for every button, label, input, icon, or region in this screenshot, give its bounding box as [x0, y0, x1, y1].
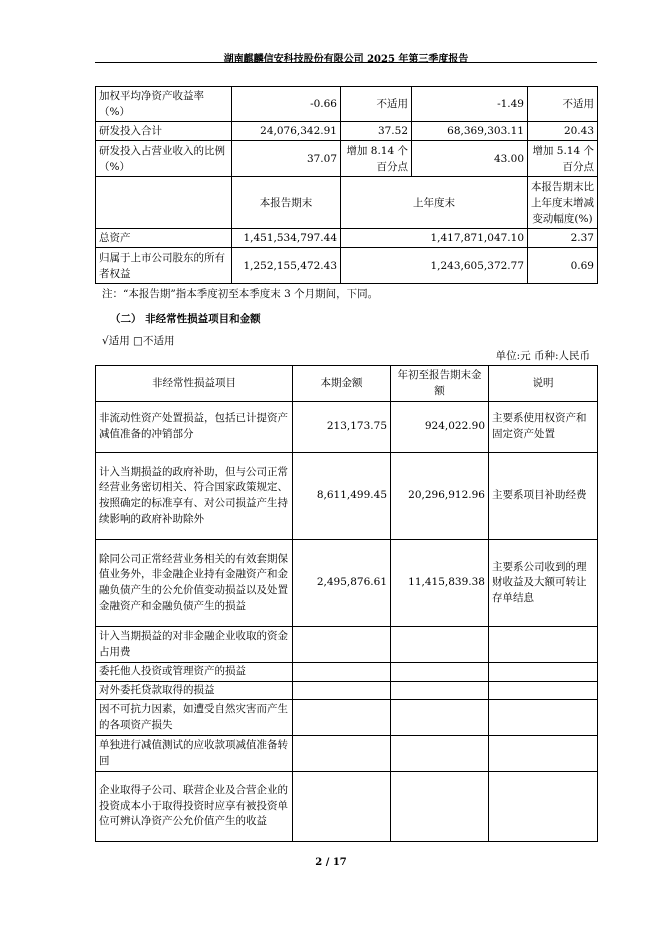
cell-value: 43.00 [412, 141, 528, 177]
desc-cell [489, 627, 598, 663]
item-cell: 非流动性资产处置损益，包括已计提资产减值准备的冲销部分 [96, 402, 293, 453]
current-cell: 213,173.75 [293, 402, 391, 453]
ytd-cell [391, 736, 489, 772]
section-title: （二） 非经常性损益项目和金额 [110, 313, 261, 325]
col-header-prior-year-end: 上年度末 [341, 177, 528, 229]
ytd-cell: 20,296,912.96 [391, 453, 489, 540]
current-cell: 2,495,876.61 [293, 540, 391, 627]
desc-cell [489, 736, 598, 772]
cell-value: 不适用 [528, 87, 598, 122]
row-label: 研发投入合计 [96, 122, 232, 141]
item-cell: 单独进行减值测试的应收款项减值准备转回 [96, 736, 293, 772]
cell-value: 37.52 [341, 122, 412, 141]
cell-value: 1,451,534,797.44 [232, 229, 341, 248]
cell-value: 24,076,342.91 [232, 122, 341, 141]
ytd-cell [391, 627, 489, 663]
table-row [96, 540, 598, 627]
table-subheader-row [96, 177, 598, 229]
empty-cell [96, 177, 232, 229]
applicability-checkbox: √适用 □不适用 [102, 335, 175, 347]
table-row [96, 736, 598, 772]
current-cell [293, 700, 391, 736]
cell-value: 增加 8.14 个百分点 [341, 141, 412, 177]
table-row [96, 248, 598, 284]
cell-value: 1,252,155,472.43 [232, 248, 341, 284]
col-header-item: 非经常性损益项目 [96, 366, 293, 402]
current-cell [293, 663, 391, 682]
table-row [96, 627, 598, 663]
financial-indicators-table [95, 86, 598, 284]
col-header-period-end: 本报告期末 [232, 177, 341, 229]
non-recurring-gains-table [95, 365, 598, 842]
cell-value: 不适用 [341, 87, 412, 122]
desc-cell [489, 700, 598, 736]
table-row [96, 402, 598, 453]
desc-cell [489, 772, 598, 842]
ytd-cell [391, 700, 489, 736]
ytd-cell: 11,415,839.38 [391, 540, 489, 627]
table-row [96, 663, 598, 682]
cell-value: 20.43 [528, 122, 598, 141]
table-row [96, 700, 598, 736]
table-row [96, 141, 598, 177]
row-label: 总资产 [96, 229, 232, 248]
cell-value: -0.66 [232, 87, 341, 122]
desc-cell: 主要系使用权资产和固定资产处置 [489, 402, 598, 453]
ytd-cell [391, 681, 489, 700]
item-cell: 计入当期损益的对非金融企业收取的资金占用费 [96, 627, 293, 663]
cell-value: -1.49 [412, 87, 528, 122]
item-cell: 计入当期损益的政府补助，但与公司正常经营业务密切相关、符合国家政策规定、按照确定的标准享有、对公司损益产生持续影响的政府补助除外 [96, 453, 293, 540]
col-header-ytd: 年初至报告期末金额 [391, 366, 489, 402]
header-rule [95, 62, 597, 63]
col-header-current: 本期金额 [293, 366, 391, 402]
current-cell [293, 736, 391, 772]
cell-value: 68,369,303.11 [412, 122, 528, 141]
current-cell [293, 772, 391, 842]
ytd-cell: 924,022.90 [391, 402, 489, 453]
current-cell [293, 681, 391, 700]
item-cell: 对外委托贷款取得的损益 [96, 681, 293, 700]
row-label: 加权平均净资产收益率（%） [96, 87, 232, 122]
current-cell: 8,611,499.45 [293, 453, 391, 540]
col-header-change: 本报告期末比上年度末增减变动幅度(%) [528, 177, 598, 229]
ytd-cell [391, 772, 489, 842]
item-cell: 企业取得子公司、联营企业及合营企业的投资成本小于取得投资时应享有被投资单位可辨认净资产公允价值产生的收益 [96, 772, 293, 842]
table-row [96, 772, 598, 842]
current-cell [293, 627, 391, 663]
cell-value: 增加 5.14 个百分点 [528, 141, 598, 177]
cell-value: 37.07 [232, 141, 341, 177]
page-number: 2 / 17 [315, 857, 347, 868]
report-header: 湖南麒麟信安科技股份有限公司 2025 年第三季度报告 [223, 54, 469, 65]
desc-cell [489, 681, 598, 700]
item-cell: 委托他人投资或管理资产的损益 [96, 663, 293, 682]
cell-value: 0.69 [528, 248, 598, 284]
cell-value: 2.37 [528, 229, 598, 248]
desc-cell [489, 663, 598, 682]
desc-cell: 主要系项目补助经费 [489, 453, 598, 540]
currency-unit: 单位:元 币种:人民币 [495, 350, 590, 362]
row-label: 研发投入占营业收入的比例（%） [96, 141, 232, 177]
item-cell: 除同公司正常经营业务相关的有效套期保值业务外，非金融企业持有金融资产和金融负债产生的公允价值变动损益以及处置金融资产和金融负债产生的损益 [96, 540, 293, 627]
table-header-row [96, 366, 598, 402]
table-row [96, 87, 598, 122]
table-note: 注：“本报告期”指本季度初至本季度末 3 个月期间，下同。 [102, 288, 379, 300]
item-cell: 因不可抗力因素，如遭受自然灾害而产生的各项资产损失 [96, 700, 293, 736]
desc-cell: 主要系公司收到的理财收益及大额可转让存单结息 [489, 540, 598, 627]
table-row [96, 122, 598, 141]
table-row [96, 229, 598, 248]
row-label: 归属于上市公司股东的所有者权益 [96, 248, 232, 284]
cell-value: 1,417,871,047.10 [341, 229, 528, 248]
table-row [96, 453, 598, 540]
ytd-cell [391, 663, 489, 682]
col-header-desc: 说明 [489, 366, 598, 402]
table-row [96, 681, 598, 700]
cell-value: 1,243,605,372.77 [341, 248, 528, 284]
